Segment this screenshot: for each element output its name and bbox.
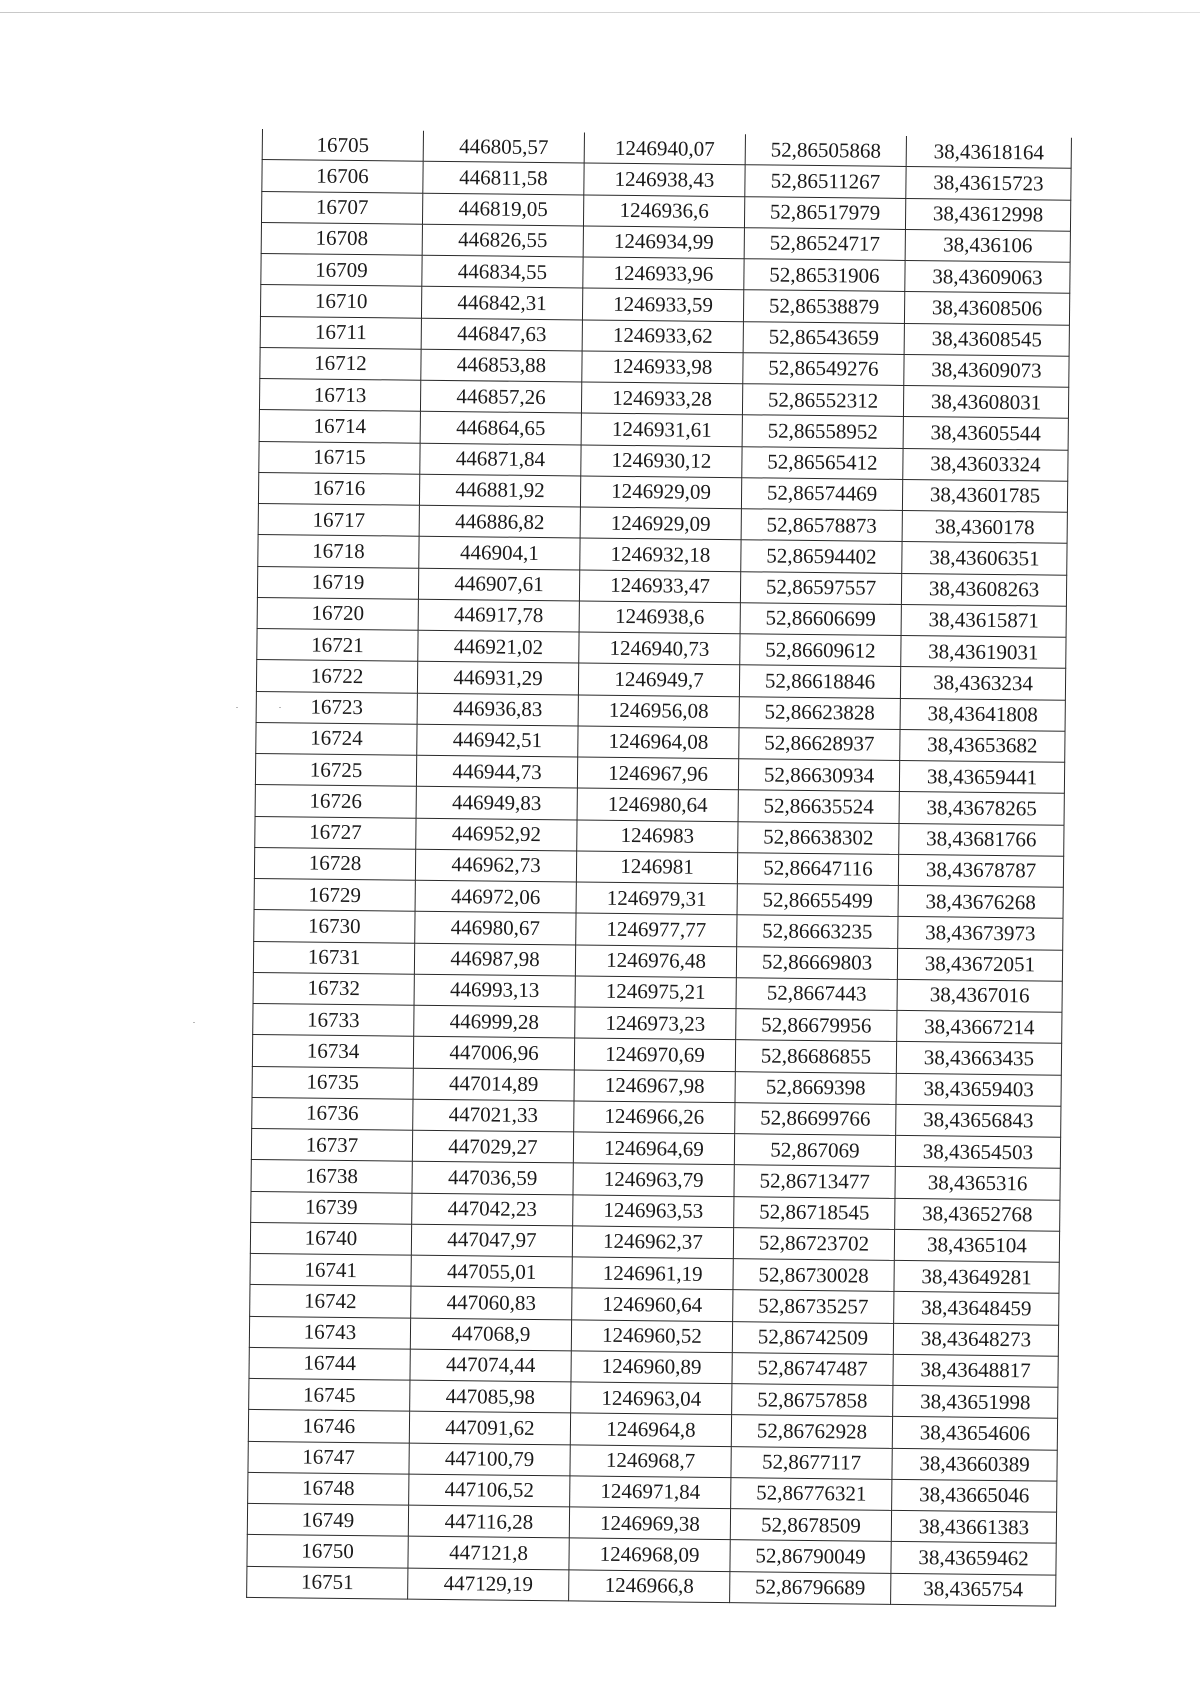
y-coordinate-cell: 1246979,31 — [576, 882, 737, 915]
x-coordinate-cell: 446811,58 — [423, 161, 584, 194]
longitude-cell: 38,43641808 — [900, 698, 1065, 731]
y-coordinate-cell: 1246967,98 — [574, 1069, 735, 1102]
longitude-cell: 38,436106 — [905, 229, 1070, 262]
x-coordinate-cell: 446921,02 — [418, 630, 579, 663]
longitude-cell: 38,43659462 — [891, 1542, 1056, 1575]
point-number-cell: 16730 — [254, 910, 415, 943]
point-number-cell: 16727 — [255, 816, 416, 849]
y-coordinate-cell: 1246975,21 — [575, 976, 736, 1009]
x-coordinate-cell: 447129,19 — [408, 1568, 569, 1601]
latitude-cell: 52,86638302 — [738, 821, 899, 854]
point-number-cell: 16739 — [251, 1191, 412, 1224]
point-number-cell: 16713 — [259, 378, 420, 411]
y-coordinate-cell: 1246933,96 — [583, 257, 744, 290]
point-number-cell: 16715 — [259, 441, 420, 474]
longitude-cell: 38,43667214 — [897, 1010, 1062, 1043]
x-coordinate-cell: 446999,28 — [414, 1005, 575, 1038]
point-number-cell: 16744 — [249, 1347, 410, 1380]
y-coordinate-cell: 1246931,61 — [581, 413, 742, 446]
x-coordinate-cell: 446987,98 — [414, 943, 575, 976]
longitude-cell: 38,43654606 — [892, 1417, 1057, 1450]
latitude-cell: 52,8667443 — [736, 977, 897, 1010]
y-coordinate-cell: 1246963,79 — [573, 1163, 734, 1196]
point-number-cell: 16716 — [258, 472, 419, 505]
y-coordinate-cell: 1246929,09 — [580, 507, 741, 540]
x-coordinate-cell: 447121,8 — [408, 1536, 569, 1569]
latitude-cell: 52,86517979 — [744, 196, 905, 229]
x-coordinate-cell: 447060,83 — [411, 1286, 572, 1319]
longitude-cell: 38,43656843 — [896, 1104, 1061, 1137]
longitude-cell: 38,43651998 — [893, 1385, 1058, 1418]
scan-speck — [193, 1022, 195, 1023]
latitude-cell: 52,8677117 — [731, 1446, 892, 1479]
longitude-cell: 38,43608506 — [904, 292, 1069, 325]
x-coordinate-cell: 447021,33 — [413, 1099, 574, 1132]
point-number-cell: 16712 — [260, 347, 421, 380]
point-number-cell: 16718 — [258, 535, 419, 568]
latitude-cell: 52,86574469 — [741, 477, 902, 510]
coordinate-table — [246, 129, 1072, 1606]
y-coordinate-cell: 1246963,53 — [573, 1194, 734, 1227]
latitude-cell: 52,86776321 — [731, 1477, 892, 1510]
longitude-cell: 38,43673973 — [898, 917, 1063, 950]
point-number-cell: 16728 — [254, 847, 415, 880]
x-coordinate-cell: 447100,79 — [409, 1443, 570, 1476]
y-coordinate-cell: 1246971,84 — [570, 1476, 731, 1509]
longitude-cell: 38,43678265 — [899, 792, 1064, 825]
y-coordinate-cell: 1246961,19 — [572, 1257, 733, 1290]
x-coordinate-cell: 447106,52 — [409, 1474, 570, 1507]
x-coordinate-cell: 446962,73 — [415, 849, 576, 882]
longitude-cell: 38,43659403 — [896, 1073, 1061, 1106]
latitude-cell: 52,86538879 — [743, 290, 904, 323]
longitude-cell: 38,43648273 — [893, 1323, 1058, 1356]
y-coordinate-cell: 1246934,99 — [583, 226, 744, 259]
longitude-cell: 38,43609063 — [905, 260, 1070, 293]
latitude-cell: 52,86606699 — [740, 602, 901, 635]
point-number-cell: 16747 — [248, 1441, 409, 1474]
x-coordinate-cell: 446805,57 — [423, 131, 584, 163]
x-coordinate-cell: 446917,78 — [418, 599, 579, 632]
longitude-cell: 38,43608545 — [904, 323, 1069, 356]
latitude-cell: 52,86597557 — [740, 571, 901, 604]
x-coordinate-cell: 446847,63 — [421, 318, 582, 351]
y-coordinate-cell: 1246930,12 — [581, 444, 742, 477]
y-coordinate-cell: 1246960,52 — [571, 1319, 732, 1352]
coordinate-table-body — [247, 129, 1072, 1606]
point-number-cell: 16719 — [257, 566, 418, 599]
point-number-cell: 16737 — [251, 1128, 412, 1161]
y-coordinate-cell: 1246966,8 — [569, 1569, 730, 1602]
x-coordinate-cell: 447091,62 — [409, 1411, 570, 1444]
latitude-cell: 52,86686855 — [735, 1040, 896, 1073]
longitude-cell: 38,43653682 — [900, 729, 1065, 762]
longitude-cell: 38,43608031 — [903, 385, 1068, 418]
point-number-cell: 16722 — [256, 660, 417, 693]
point-number-cell: 16726 — [255, 785, 416, 818]
y-coordinate-cell: 1246960,89 — [571, 1351, 732, 1384]
longitude-cell: 38,43603324 — [903, 448, 1068, 481]
y-coordinate-cell: 1246973,23 — [575, 1007, 736, 1040]
latitude-cell: 52,86594402 — [741, 540, 902, 573]
y-coordinate-cell: 1246956,08 — [578, 694, 739, 727]
point-number-cell: 16734 — [252, 1035, 413, 1068]
point-number-cell: 16740 — [250, 1222, 411, 1255]
y-coordinate-cell: 1246977,77 — [576, 913, 737, 946]
y-coordinate-cell: 1246933,62 — [582, 319, 743, 352]
latitude-cell: 52,86511267 — [745, 165, 906, 198]
point-number-cell: 16750 — [247, 1535, 408, 1568]
scan-speck — [236, 707, 238, 708]
latitude-cell: 52,86679956 — [736, 1009, 897, 1042]
latitude-cell: 52,86730028 — [733, 1259, 894, 1292]
longitude-cell: 38,43618164 — [906, 136, 1071, 169]
longitude-cell: 38,43609073 — [904, 354, 1069, 387]
point-number-cell: 16751 — [247, 1566, 408, 1599]
y-coordinate-cell: 1246976,48 — [575, 944, 736, 977]
x-coordinate-cell: 446907,61 — [418, 568, 579, 601]
longitude-cell: 38,43608263 — [901, 573, 1066, 606]
x-coordinate-cell: 446834,55 — [422, 255, 583, 288]
longitude-cell: 38,43648817 — [893, 1354, 1058, 1387]
x-coordinate-cell: 446942,51 — [417, 724, 578, 757]
longitude-cell: 38,43676268 — [898, 885, 1063, 918]
point-number-cell: 16733 — [253, 1003, 414, 1036]
latitude-cell: 52,86735257 — [733, 1290, 894, 1323]
longitude-cell: 38,43659441 — [899, 760, 1064, 793]
point-number-cell: 16709 — [261, 253, 422, 286]
longitude-cell: 38,43612998 — [905, 198, 1070, 231]
latitude-cell: 52,86623828 — [739, 696, 900, 729]
latitude-cell: 52,86618846 — [739, 665, 900, 698]
point-number-cell: 16706 — [262, 160, 423, 193]
latitude-cell: 52,86762928 — [731, 1415, 892, 1448]
longitude-cell: 38,4365316 — [895, 1167, 1060, 1200]
y-coordinate-cell: 1246983 — [577, 819, 738, 852]
y-coordinate-cell: 1246933,47 — [579, 569, 740, 602]
y-coordinate-cell: 1246969,38 — [569, 1507, 730, 1540]
longitude-cell: 38,43601785 — [902, 479, 1067, 512]
y-coordinate-cell: 1246940,07 — [584, 132, 745, 164]
y-coordinate-cell: 1246980,64 — [577, 788, 738, 821]
scan-edge-line — [0, 12, 1200, 13]
y-coordinate-cell: 1246949,7 — [578, 663, 739, 696]
point-number-cell: 16741 — [250, 1253, 411, 1286]
longitude-cell: 38,4360178 — [902, 510, 1067, 543]
point-number-cell: 16749 — [247, 1503, 408, 1536]
x-coordinate-cell: 446886,82 — [419, 505, 580, 538]
y-coordinate-cell: 1246964,8 — [570, 1413, 731, 1446]
point-number-cell: 16742 — [250, 1285, 411, 1318]
latitude-cell: 52,86552312 — [742, 384, 903, 417]
y-coordinate-cell: 1246966,26 — [574, 1101, 735, 1134]
latitude-cell: 52,86796689 — [730, 1571, 891, 1604]
x-coordinate-cell: 446980,67 — [415, 911, 576, 944]
y-coordinate-cell: 1246968,7 — [570, 1444, 731, 1477]
longitude-cell: 38,43606351 — [902, 542, 1067, 575]
x-coordinate-cell: 446993,13 — [414, 974, 575, 1007]
longitude-cell: 38,43663435 — [896, 1042, 1061, 1075]
y-coordinate-cell: 1246940,73 — [579, 632, 740, 665]
y-coordinate-cell: 1246960,64 — [572, 1288, 733, 1321]
longitude-cell: 38,43649281 — [894, 1260, 1059, 1293]
latitude-cell: 52,86663235 — [737, 915, 898, 948]
point-number-cell: 16723 — [256, 691, 417, 724]
x-coordinate-cell: 446881,92 — [419, 474, 580, 507]
latitude-cell: 52,8669398 — [735, 1071, 896, 1104]
point-number-cell: 16714 — [259, 410, 420, 443]
longitude-cell: 38,43672051 — [897, 948, 1062, 981]
point-number-cell: 16746 — [248, 1410, 409, 1443]
point-number-cell: 16720 — [257, 597, 418, 630]
x-coordinate-cell: 446819,05 — [422, 193, 583, 226]
point-number-cell: 16725 — [255, 753, 416, 786]
point-number-cell: 16732 — [253, 972, 414, 1005]
latitude-cell: 52,86757858 — [732, 1384, 893, 1417]
x-coordinate-cell: 447047,97 — [411, 1224, 572, 1257]
x-coordinate-cell: 447068,9 — [410, 1318, 571, 1351]
point-number-cell: 16735 — [252, 1066, 413, 1099]
latitude-cell: 52,86578873 — [741, 509, 902, 542]
point-number-cell: 16705 — [262, 129, 423, 161]
longitude-cell: 38,43654503 — [895, 1135, 1060, 1168]
x-coordinate-cell: 447029,27 — [412, 1130, 573, 1163]
longitude-cell: 38,43615723 — [906, 167, 1071, 200]
y-coordinate-cell: 1246981 — [576, 851, 737, 884]
y-coordinate-cell: 1246938,43 — [584, 163, 745, 196]
x-coordinate-cell: 447014,89 — [413, 1068, 574, 1101]
y-coordinate-cell: 1246933,98 — [582, 351, 743, 384]
longitude-cell: 38,43605544 — [903, 417, 1068, 450]
latitude-cell: 52,86635524 — [738, 790, 899, 823]
point-number-cell: 16710 — [260, 285, 421, 318]
latitude-cell: 52,86669803 — [736, 946, 897, 979]
y-coordinate-cell: 1246967,96 — [577, 757, 738, 790]
latitude-cell: 52,86549276 — [743, 352, 904, 385]
longitude-cell: 38,43648459 — [894, 1292, 1059, 1325]
latitude-cell: 52,86628937 — [739, 727, 900, 760]
x-coordinate-cell: 447006,96 — [413, 1036, 574, 1069]
x-coordinate-cell: 447042,23 — [412, 1193, 573, 1226]
point-number-cell: 16736 — [252, 1097, 413, 1130]
longitude-cell: 38,4367016 — [897, 979, 1062, 1012]
y-coordinate-cell: 1246970,69 — [574, 1038, 735, 1071]
y-coordinate-cell: 1246963,04 — [571, 1382, 732, 1415]
point-number-cell: 16731 — [253, 941, 414, 974]
latitude-cell: 52,86647116 — [737, 852, 898, 885]
longitude-cell: 38,43615871 — [901, 604, 1066, 637]
x-coordinate-cell: 446864,65 — [420, 411, 581, 444]
longitude-cell: 38,4365754 — [891, 1573, 1056, 1606]
longitude-cell: 38,43660389 — [892, 1448, 1057, 1481]
latitude-cell: 52,8678509 — [730, 1509, 891, 1542]
x-coordinate-cell: 447036,59 — [412, 1161, 573, 1194]
y-coordinate-cell: 1246964,08 — [578, 726, 739, 759]
coordinate-table-container — [246, 129, 1066, 1606]
point-number-cell: 16738 — [251, 1160, 412, 1193]
latitude-cell: 52,86742509 — [732, 1321, 893, 1354]
y-coordinate-cell: 1246933,28 — [581, 382, 742, 415]
latitude-cell: 52,86723702 — [733, 1227, 894, 1260]
x-coordinate-cell: 446952,92 — [416, 818, 577, 851]
x-coordinate-cell: 447074,44 — [410, 1349, 571, 1382]
x-coordinate-cell: 446949,83 — [416, 786, 577, 819]
point-number-cell: 16717 — [258, 503, 419, 536]
longitude-cell: 38,43619031 — [901, 635, 1066, 668]
latitude-cell: 52,86565412 — [742, 446, 903, 479]
x-coordinate-cell: 446857,26 — [420, 380, 581, 413]
latitude-cell: 52,86531906 — [744, 259, 905, 292]
latitude-cell: 52,86543659 — [743, 321, 904, 354]
y-coordinate-cell: 1246933,59 — [582, 288, 743, 321]
longitude-cell: 38,43652768 — [895, 1198, 1060, 1231]
point-number-cell: 16711 — [260, 316, 421, 349]
latitude-cell: 52,86609612 — [740, 634, 901, 667]
longitude-cell: 38,4365104 — [894, 1229, 1059, 1262]
y-coordinate-cell: 1246964,69 — [573, 1132, 734, 1165]
latitude-cell: 52,86505868 — [745, 134, 906, 166]
x-coordinate-cell: 446871,84 — [420, 443, 581, 476]
longitude-cell: 38,43661383 — [891, 1510, 1056, 1543]
latitude-cell: 52,86699766 — [735, 1102, 896, 1135]
point-number-cell: 16721 — [257, 628, 418, 661]
latitude-cell: 52,86524717 — [744, 227, 905, 260]
y-coordinate-cell: 1246932,18 — [580, 538, 741, 571]
longitude-cell: 38,43681766 — [899, 823, 1064, 856]
latitude-cell: 52,86558952 — [742, 415, 903, 448]
x-coordinate-cell: 446853,88 — [421, 349, 582, 382]
latitude-cell: 52,86630934 — [738, 759, 899, 792]
latitude-cell: 52,86718545 — [734, 1196, 895, 1229]
x-coordinate-cell: 446842,31 — [421, 286, 582, 319]
x-coordinate-cell: 446904,1 — [419, 536, 580, 569]
point-number-cell: 16748 — [248, 1472, 409, 1505]
x-coordinate-cell: 446944,73 — [416, 755, 577, 788]
y-coordinate-cell: 1246938,6 — [579, 601, 740, 634]
point-number-cell: 16729 — [254, 878, 415, 911]
x-coordinate-cell: 447116,28 — [408, 1505, 569, 1538]
point-number-cell: 16745 — [249, 1378, 410, 1411]
latitude-cell: 52,86655499 — [737, 884, 898, 917]
x-coordinate-cell: 447085,98 — [410, 1380, 571, 1413]
point-number-cell: 16724 — [256, 722, 417, 755]
longitude-cell: 38,43665046 — [892, 1479, 1057, 1512]
latitude-cell: 52,86790049 — [730, 1540, 891, 1573]
latitude-cell: 52,867069 — [734, 1134, 895, 1167]
x-coordinate-cell: 446826,55 — [422, 224, 583, 257]
point-number-cell: 16743 — [249, 1316, 410, 1349]
latitude-cell: 52,86747487 — [732, 1352, 893, 1385]
x-coordinate-cell: 447055,01 — [411, 1255, 572, 1288]
x-coordinate-cell: 446931,29 — [417, 661, 578, 694]
latitude-cell: 52,86713477 — [734, 1165, 895, 1198]
point-number-cell: 16707 — [261, 191, 422, 224]
x-coordinate-cell: 446936,83 — [417, 693, 578, 726]
y-coordinate-cell: 1246936,6 — [583, 194, 744, 227]
y-coordinate-cell: 1246968,09 — [569, 1538, 730, 1571]
longitude-cell: 38,4363234 — [900, 667, 1065, 700]
y-coordinate-cell: 1246962,37 — [572, 1226, 733, 1259]
longitude-cell: 38,43678787 — [898, 854, 1063, 887]
x-coordinate-cell: 446972,06 — [415, 880, 576, 913]
point-number-cell: 16708 — [261, 222, 422, 255]
y-coordinate-cell: 1246929,09 — [580, 476, 741, 509]
